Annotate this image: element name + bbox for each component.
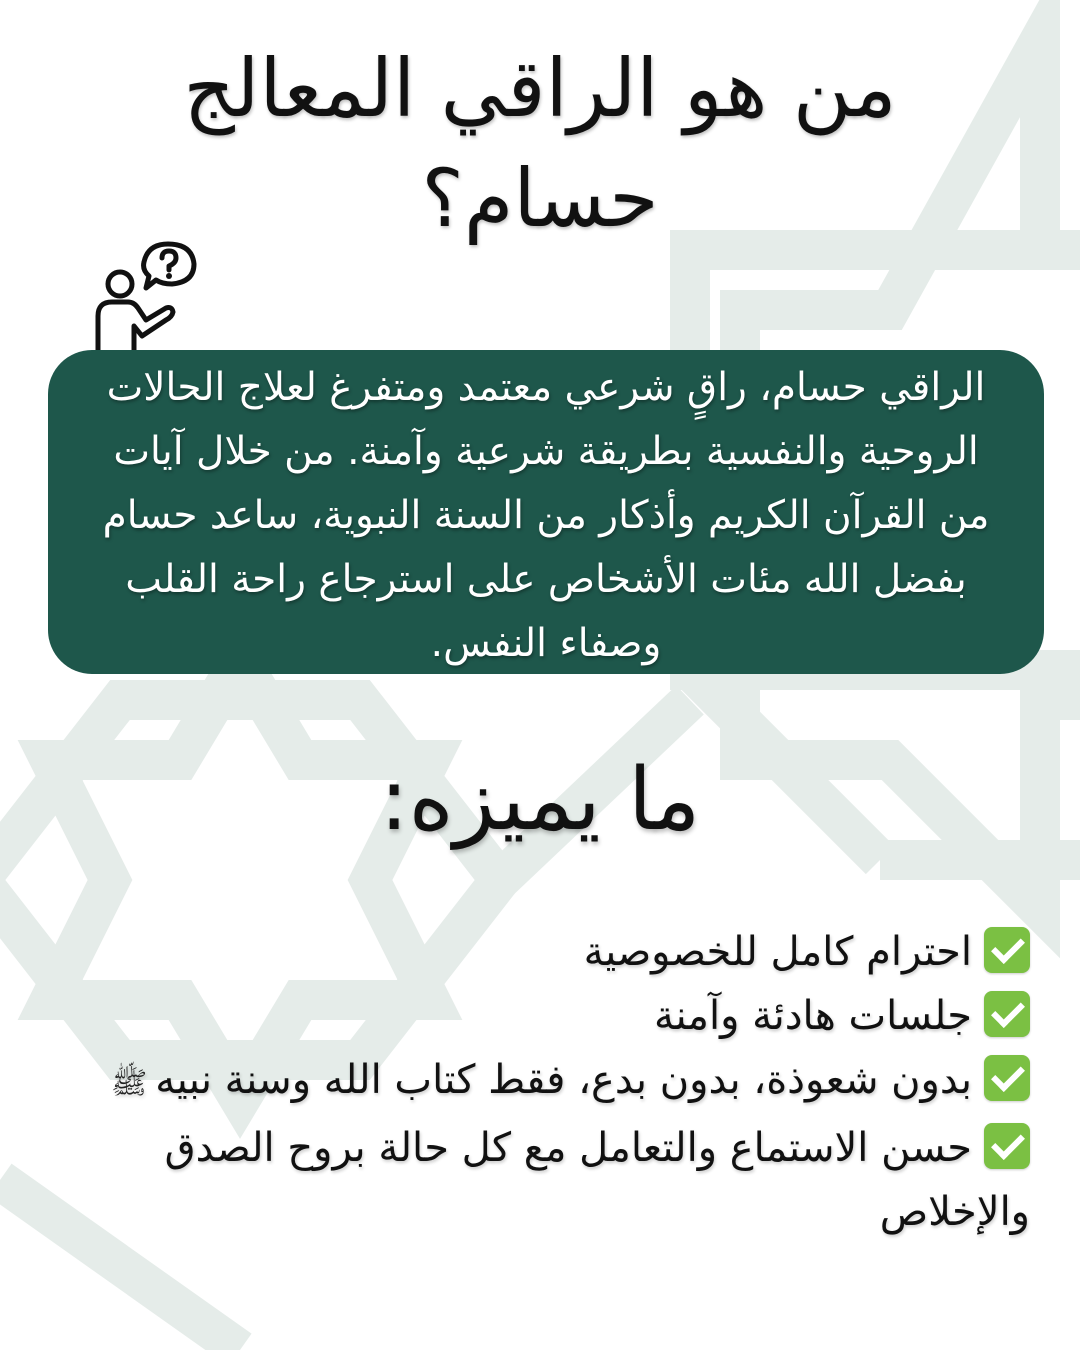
- feature-item: [50, 1048, 1030, 1116]
- title-line-1: من هو الراقي المعالج: [183, 42, 897, 135]
- page-title: [60, 34, 1020, 254]
- check-mark-icon: [984, 927, 1030, 973]
- feature-item-label: احترام كامل للخصوصية: [583, 929, 972, 975]
- feature-item: [50, 984, 1030, 1048]
- person-speech-question-icon: [90, 238, 200, 356]
- pbuh-ligature-icon: ﷺ: [110, 1066, 148, 1101]
- intro-card: [48, 350, 1044, 674]
- check-mark-icon: [984, 991, 1030, 1037]
- check-mark-icon: [984, 1123, 1030, 1169]
- feature-item: [50, 1116, 1030, 1244]
- feature-item: [50, 920, 1030, 984]
- intro-text: الراقي حسام، راقٍ شرعي معتمد ومتفرغ لعلاج الحالات الروحية والنفسية بطريقة شرعية وآمنة. من خلال آيات من القرآن الكريم وأذكار من السنة النبوية، ساعد حسام بفضل الله مئات الأشخاص على استرجاع راحة القلب وصفاء النفس.: [102, 365, 990, 666]
- check-mark-icon: [984, 1055, 1030, 1101]
- feature-item-label: بدون شعوذة، بدون بدع، فقط كتاب الله وسنة نبيه: [155, 1057, 972, 1103]
- title-line-2: حسام؟: [421, 152, 659, 245]
- feature-item-label: حسن الاستماع والتعامل مع كل حالة بروح الصدق والإخلاص: [164, 1125, 1030, 1235]
- features-heading: ما يميزه:: [379, 750, 701, 850]
- features-list: [50, 920, 1030, 1244]
- feature-item-label: جلسات هادئة وآمنة: [654, 993, 972, 1039]
